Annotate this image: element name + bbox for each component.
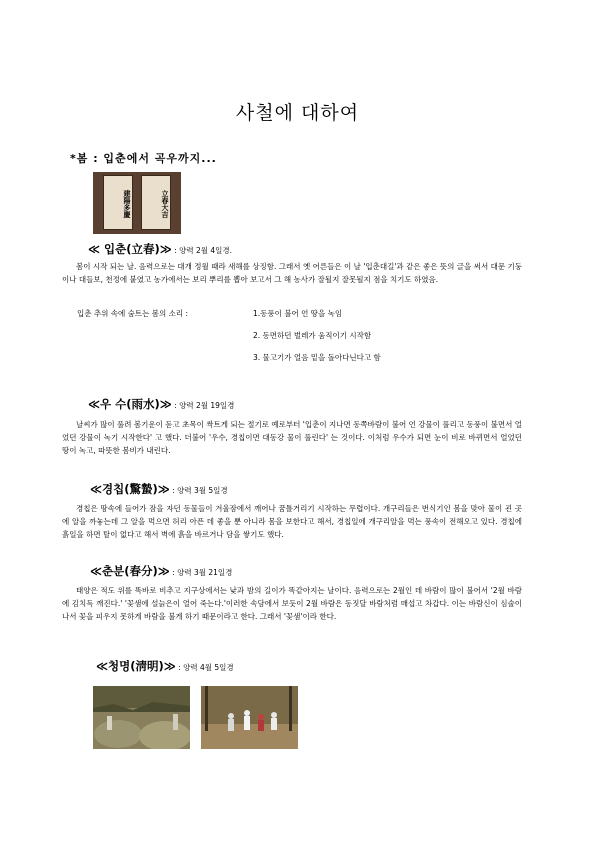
section-name: ≪우 수(雨水)≫: [88, 397, 172, 411]
page-title: 사철에 대하여: [235, 102, 360, 124]
section-date: : 양력 4월 5일경: [175, 663, 234, 672]
section-date: : 양력 3월 5일경: [169, 486, 228, 495]
section-heading-cheongmyeong: [96, 658, 234, 674]
hikers-forest-photo: [201, 686, 298, 749]
ipchun-scroll-photo: [93, 172, 181, 234]
section-date: : 양력 2월 4일경.: [171, 246, 233, 255]
spring-heading: *봄 : 입춘에서 곡우까지...: [70, 152, 217, 165]
section-date: : 양력 2월 19일경: [171, 401, 235, 410]
scroll-right-calligraphy: 立春大吉: [141, 175, 171, 230]
section-date: : 양력 3월 21일경: [169, 568, 233, 577]
section-name: ≪청명(淸明)≫: [96, 659, 176, 673]
ipchun-intro: 입춘 추위 속에 숨트는 봄의 소리 :: [77, 309, 189, 318]
section-heading-ipchun: [88, 241, 232, 257]
scroll-left-calligraphy: 建陽多慶: [103, 175, 133, 230]
gyeongchip-paragraph: 경칩은 땅속에 들어가 잠을 자던 동물들이 겨울잠에서 깨어나 꿈틀거리기 시작하는 무렵이다. 개구리들은 번식기인 봄을 맞아 물이 괸 곳에 알을 까놓는데 그 알을 먹으면 허리 아픈 데 좋을 뿐 아니라 몸을 보한다고 해서, 경칩일에 개구리알을 먹는 풍속이 전해오고 있다. 경칩에 흙일을 하면 탈이 없다고 해서 벽에 흙을 바르거나 담을 쌓기도 했다.: [62, 504, 522, 539]
ipchun-item-1: 1.동풍이 불어 언 땅을 녹임: [253, 309, 343, 318]
section-heading-gyeongchip: [90, 481, 228, 497]
section-name: ≪ 입춘(立春)≫: [88, 242, 172, 256]
ipchun-paragraph: 봄이 시작 되는 날. 음력으로는 대개 정월 때라 새해를 상징함. 그래서 옛 어른들은 이 날 '입춘대길'과 같은 좋은 뜻의 글을 써서 대문 기둥이나 대들보, 천정에 붙였고 농가에서는 보리 뿌리를 뽑아 보고서 그 해 농사가 잘될지 잘못될지 점을 치기도 하였음.: [62, 262, 522, 284]
chunbun-paragraph: 태양은 적도 위를 똑바로 비추고 지구상에서는 낮과 밤의 길이가 똑같아지는 날이다. 음력으로는 2월인 데 바람이 많이 불어서 '2월 바람에 김치독 깨진다.' '꽃샘에 설늙은이 얼어 죽는다.'이러한 속담에서 보듯이 2월 바람은 동짓달 바람처럼 매섭고 차갑다. 이는 바람신이 심술이 나서 꽃을 피우지 못하게 바람을 불게 하기 때문이라고 한다. 그래서 '꽃샘'이라 한다.: [62, 586, 522, 621]
usu-paragraph: 날씨가 많이 풀려 봄기운이 돋고 초목이 싹트게 되는 절기로 예로부터 '입춘이 지나면 동쪽바람이 불어 언 강물이 풀리고 동풍이 불면서 얼었던 강물이 녹기 시작한다' 고 했다. 더불어 '우수, 경칩이면 대동강 물이 풀린다' 는 것이다. 이처럼 우수가 되면 눈이 비로 바뀌면서 얼었던 땅이 녹고, 따뜻한 봄비가 내린다.: [62, 420, 522, 455]
ipchun-item-2: 2. 동면하던 벌레가 움직이기 시작함: [253, 331, 372, 340]
section-name: ≪춘분(春分)≫: [90, 564, 170, 578]
section-name: ≪경칩(驚蟄)≫: [90, 482, 170, 496]
ipchun-item-3: 3. 물고기가 얼음 밑을 돌아다닌다고 함: [253, 353, 381, 362]
section-heading-chunbun: [90, 563, 232, 579]
section-heading-usu: [88, 396, 234, 412]
grave-site-photo: [93, 686, 190, 749]
